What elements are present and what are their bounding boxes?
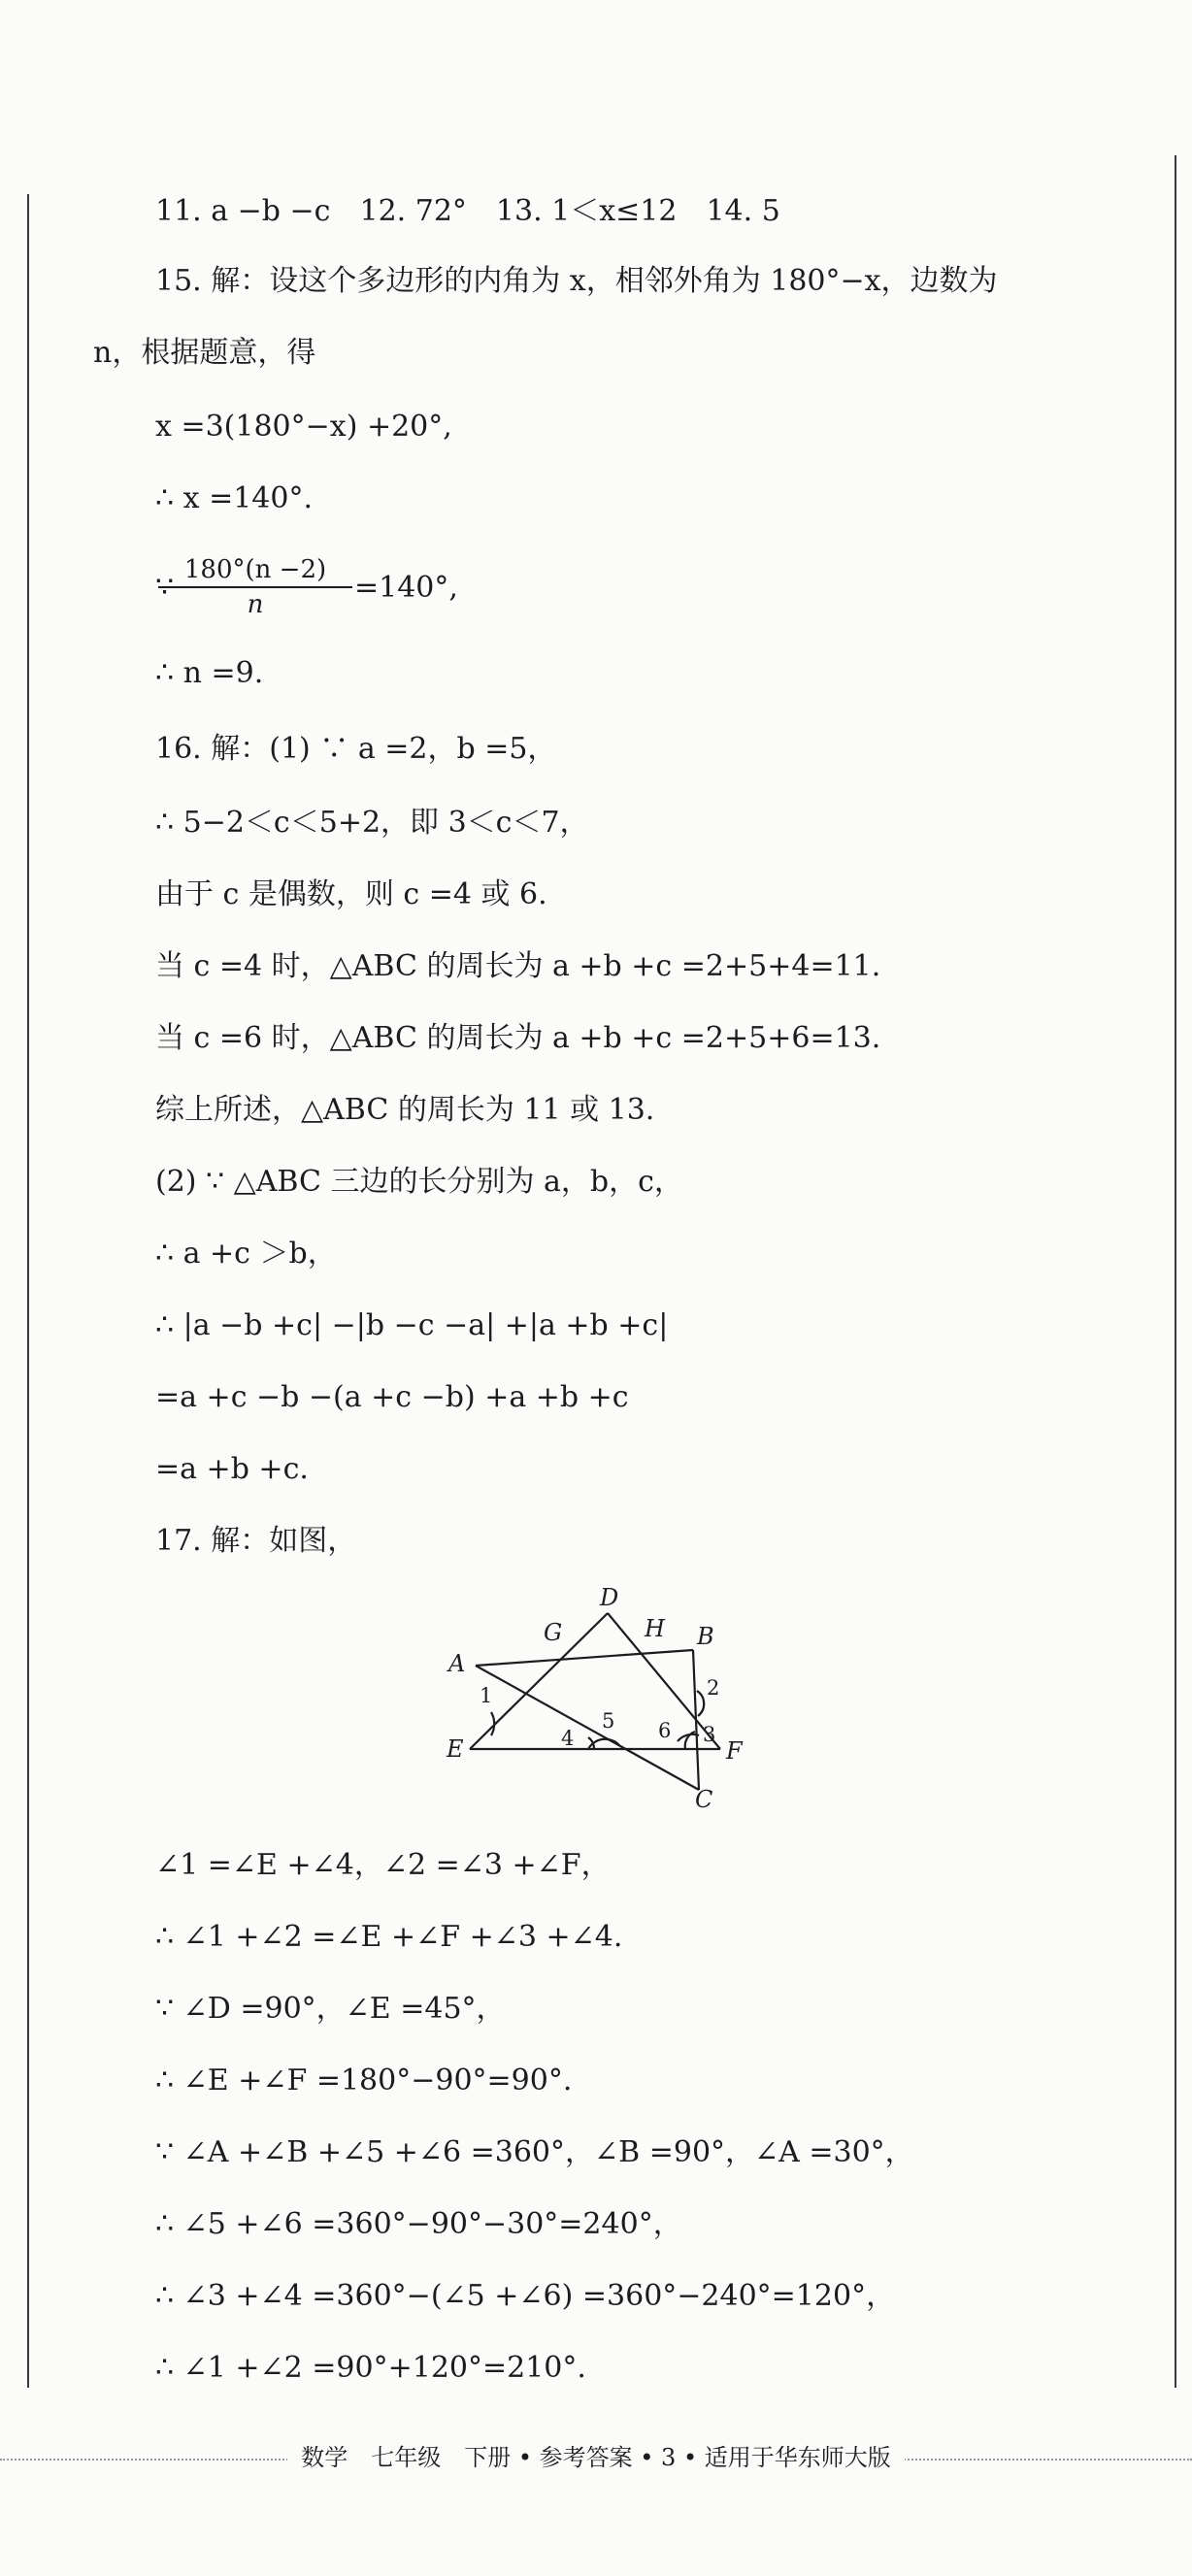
q17-intro: 17. 解：如图， (155, 1524, 357, 1558)
margin-rule-left (27, 194, 29, 2388)
q17-line-1: ∠1 =∠E +∠4，∠2 =∠3 +∠F， (155, 1848, 611, 1882)
page-footer (0, 2440, 1192, 2475)
segment-bc (693, 1650, 699, 1790)
footer-text: 数学 七年级 下册 • 参考答案 • 3 • 适用于华东师大版 (287, 2444, 905, 2471)
q15-eq2: ∴ x =140°. (155, 481, 314, 515)
q15-intro-1: 15. 解：设这个多边形的内角为 x，相邻外角为 180°−x，边数为 (155, 264, 998, 298)
q16-line-6: 综上所述，△ABC 的周长为 11 或 13. (155, 1093, 655, 1127)
q16-line-4: 当 c =4 时，△ABC 的周长为 a +b +c =2+5+4=11. (155, 949, 881, 983)
label-angle-2: 2 (707, 1676, 720, 1700)
q16-line-9: ∴ |a −b +c| −|b −c −a| +|a +b +c| (155, 1308, 669, 1342)
q17-line-2: ∴ ∠1 +∠2 =∠E +∠F +∠3 +∠4. (155, 1920, 623, 1954)
q17-line-7: ∴ ∠3 +∠4 =360°−(∠5 +∠6) =360°−240°=120°， (155, 2279, 896, 2313)
q15-fraction (158, 553, 352, 621)
q16-line-10: =a +c −b −(a +c −b) +a +b +c (155, 1380, 629, 1414)
segment-ab (476, 1650, 693, 1666)
margin-rule-right (1175, 155, 1176, 2388)
q15-eq1: x =3(180°−x) +20°, (155, 410, 452, 444)
label-angle-4: 4 (561, 1727, 575, 1750)
label-angle-3: 3 (703, 1723, 716, 1746)
q16-line-3: 由于 c 是偶数，则 c =4 或 6. (155, 877, 547, 911)
q16-line-1: 16. 解：(1) ∵ a =2，b =5， (155, 732, 557, 766)
q15-fraction-numerator: 180°(n −2) (158, 553, 352, 588)
label-g: G (544, 1619, 563, 1646)
q17-line-3: ∵ ∠D =90°，∠E =45°， (155, 1992, 506, 2026)
q16-line-2: ∴ 5−2＜c＜5+2，即 3＜c＜7， (155, 806, 589, 840)
q15-intro-2: n，根据题意，得 (93, 336, 316, 370)
q15-fraction-result: =140°, (354, 571, 458, 605)
label-angle-6: 6 (658, 1719, 672, 1742)
angle-1-arc (491, 1712, 494, 1735)
q15-fraction-denominator: n (247, 590, 264, 619)
label-e: E (447, 1735, 464, 1763)
label-h: H (645, 1615, 665, 1642)
q17-line-4: ∴ ∠E +∠F =180°−90°=90°. (155, 2064, 573, 2097)
label-b: B (697, 1623, 714, 1650)
q17-line-6: ∴ ∠5 +∠6 =360°−90°−30°=240°， (155, 2207, 682, 2241)
q16-line-5: 当 c =6 时，△ABC 的周长为 a +b +c =2+5+6=13. (155, 1021, 881, 1055)
label-f: F (726, 1737, 743, 1765)
label-angle-5: 5 (602, 1709, 615, 1733)
triangle-figure (437, 1582, 767, 1815)
angle-2-arc (697, 1691, 704, 1716)
q17-line-8: ∴ ∠1 +∠2 =90°+120°=210°. (155, 2351, 586, 2385)
q16-line-7: (2) ∵ △ABC 三边的长分别为 a，b，c， (155, 1165, 683, 1199)
label-d: D (600, 1584, 619, 1611)
q15-because-symbol: ∵ (155, 571, 175, 605)
q16-line-8: ∴ a +c ＞b， (155, 1237, 337, 1271)
label-a: A (448, 1650, 466, 1677)
label-c: C (695, 1786, 713, 1813)
q17-line-5: ∵ ∠A +∠B +∠5 +∠6 =360°，∠B =90°，∠A =30°， (155, 2135, 914, 2169)
label-angle-1: 1 (480, 1684, 493, 1707)
q16-line-11: =a +b +c. (155, 1452, 309, 1486)
answers-11-14: 11. a −b −c 12. 72° 13. 1＜x≤12 14. 5 (155, 194, 780, 228)
q15-eq4: ∴ n =9. (155, 656, 264, 690)
